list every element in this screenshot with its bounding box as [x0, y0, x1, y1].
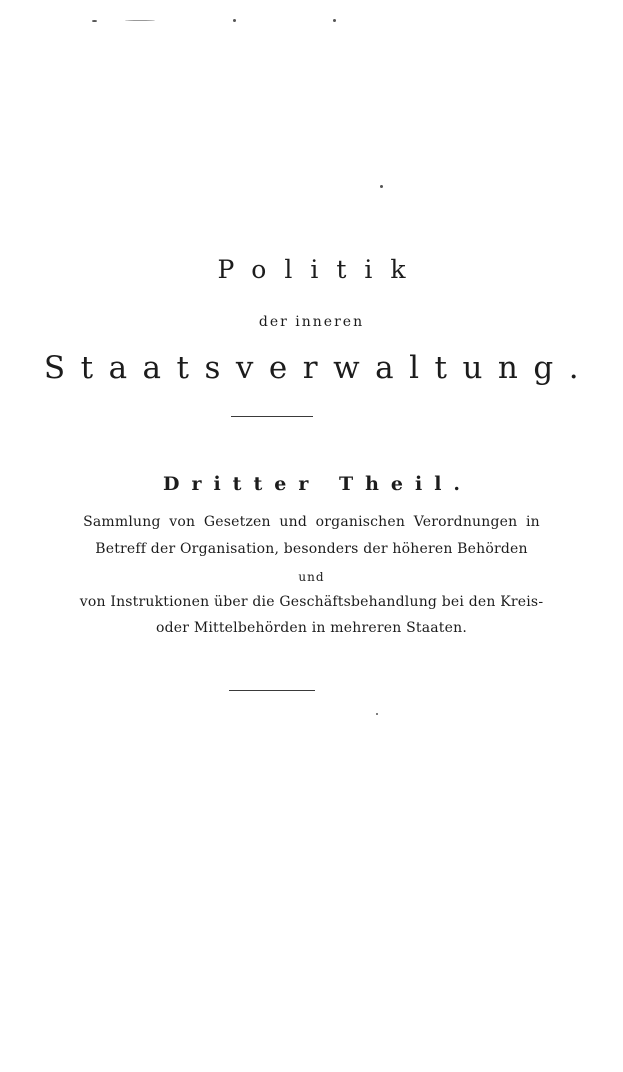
title-der-inneren: der inneren — [258, 314, 365, 330]
description-line: und — [298, 570, 325, 584]
scan-speck — [125, 20, 155, 21]
divider-rule — [229, 690, 315, 691]
scan-speck — [380, 185, 383, 188]
scan-speck — [333, 19, 336, 22]
title-politik: Politik — [217, 255, 424, 284]
description-line: oder Mittelbehörden in mehreren Staaten. — [156, 620, 467, 636]
description-line: Sammlung von Gesetzen und organischen Verordnungen in — [83, 514, 540, 530]
part-title: Dritter Theil. — [162, 473, 473, 495]
description-line: von Instruktionen über die Geschäftsbehandlung bei den Kreis- — [79, 594, 544, 610]
title-staatsverwaltung: Staatsverwaltung. — [43, 350, 595, 386]
scan-speck — [376, 713, 378, 715]
divider-rule — [231, 416, 313, 417]
scan-speck — [92, 20, 97, 22]
scan-speck — [233, 19, 236, 22]
description-line: Betreff der Organisation, besonders der höheren Behörden — [95, 541, 528, 557]
